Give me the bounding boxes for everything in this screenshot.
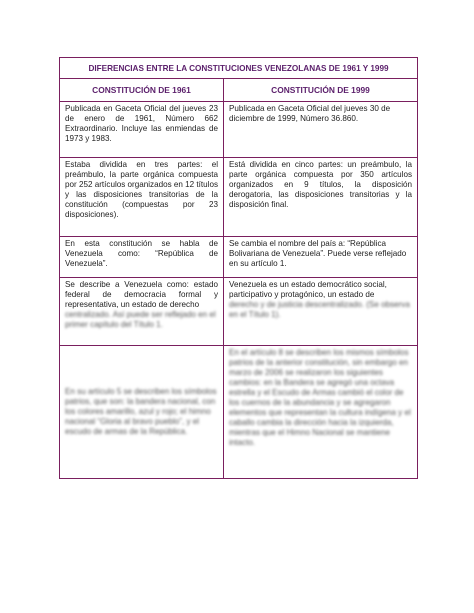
table-title-row [60, 58, 417, 79]
cell-1999-name: Se cambia el nombre del país a: “República Bolivariana de Venezuela”. Puede verse reflejado en su artículo 1. [229, 239, 407, 268]
cell-1961-symbols [60, 346, 224, 478]
cell-1999-state-text: Venezuela es un estado democrático social, participativo y protagónico, un estado de [229, 280, 387, 299]
comparison-table [59, 57, 418, 479]
cell-1999-symbols-blurred: En el artículo 8 se describen los mismos símbolos patrios de la anterior constitución, sin embargo en marzo de 2006 se realizaron los siguientes cambios: en la Bandera se agregó una octava estrella y el Escudo de Armas cambió el color de los cuernos de la abundancia y se agregaron elementos que representan la cultura indígena y el caballo cambia la dirección hacia la izquierda, mientras que el Himno Nacional se mantiene intacto. [229, 348, 411, 447]
cell-1961-state [60, 278, 224, 345]
table-row [60, 346, 417, 478]
cell-1961-publication: Publicada en Gaceta Oficial del jueves 23 de enero de 1961, Número 662 Extraordinario. Incluye las enmiendas de 1973 y 1983. [60, 102, 224, 157]
header-1999: CONSTITUCIÓN DE 1999 [271, 85, 370, 95]
table-row [60, 158, 417, 237]
cell-1999-state-blurred: derecho y de justicia descentralizado. (Se observa en el Título 1). [229, 300, 410, 319]
cell-1999-symbols [224, 346, 417, 478]
table-row [60, 278, 417, 346]
table-row [60, 102, 417, 158]
cell-1961-structure: Estaba dividida en tres partes: el preámbulo, la parte orgánica compuesta por 252 artículos organizados en 12 títulos y las disposiciones transitorias de la constitución (compuestas por 23 disposiciones). [60, 158, 224, 236]
table-title: DIFERENCIAS ENTRE LA CONSTITUCIONES VENEZOLANAS DE 1961 Y 1999 [88, 64, 389, 73]
cell-1999-state [224, 278, 417, 345]
cell-1961-state-blurred: centralizado. Así puede ser reflejado en el primer capítulo del Título 1. [65, 310, 216, 329]
cell-1999-publication: Publicada en Gaceta Oficial del jueves 30 de diciembre de 1999, Número 36.860. [229, 104, 391, 123]
cell-1999-structure: Está dividida en cinco partes: un preámbulo, la parte orgánica compuesta por 350 artículos organizados en 9 títulos, la disposición derogatoria, las disposiciones transitorias y la disposición final. [229, 160, 412, 209]
table-row [60, 237, 417, 278]
header-1961: CONSTITUCIÓN DE 1961 [60, 79, 224, 101]
cell-1961-symbols-blurred: En su artículo 5 se describen los símbolos patrios, que son: la bandera nacional, con los colores amarillo, azul y rojo; el himno nacional “Gloria al bravo pueblo”, y el escudo de armas de la República. [65, 387, 217, 436]
cell-1961-state-text: Se describe a Venezuela como: estado federal de democracia formal y representativa, un estado de derecho [65, 280, 218, 309]
cell-1961-name: En esta constitución se habla de Venezuela como: “República de Venezuela”. [60, 237, 224, 277]
table-header-row [60, 79, 417, 102]
